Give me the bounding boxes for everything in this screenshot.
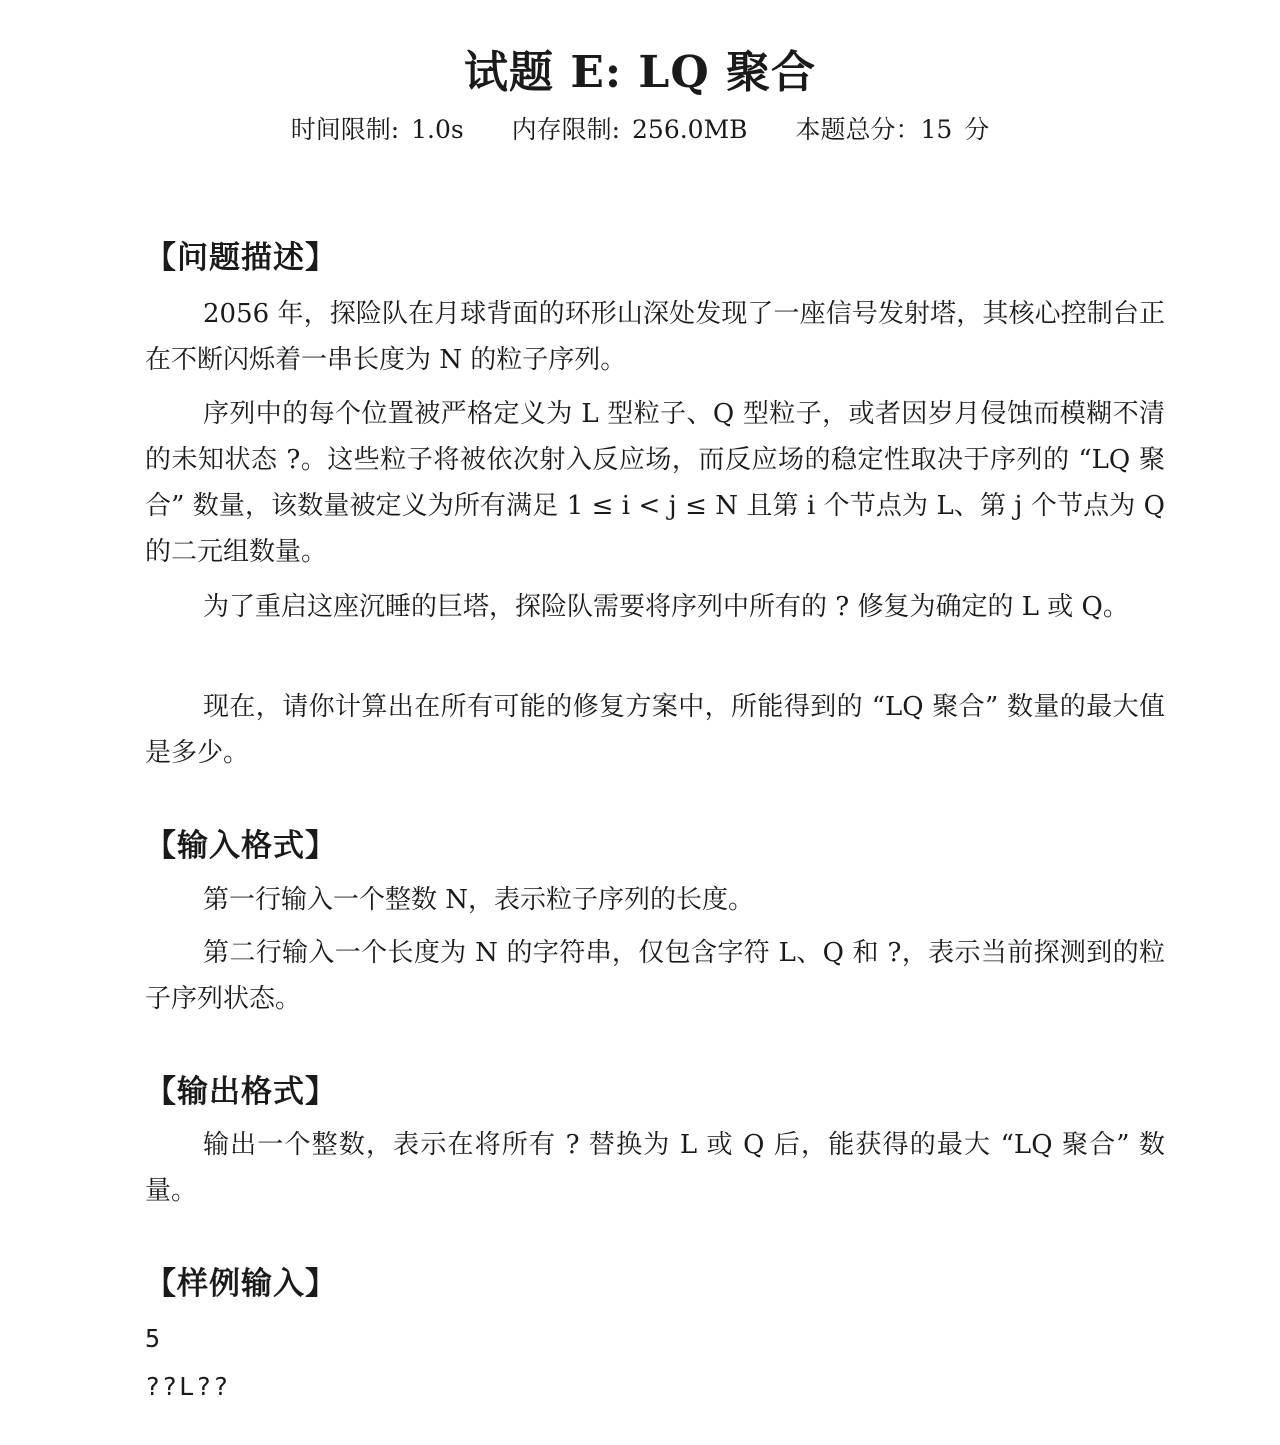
time-limit: 时间限制: 1.0s [290, 115, 464, 144]
output-format-heading: 【输出格式】 [145, 1074, 337, 1110]
problem-limits [0, 110, 1280, 146]
description-heading: 【问题描述】 [145, 240, 337, 276]
input-format-paragraph-2: 第二行输入一个长度为 N 的字符串，仅包含字符 L、Q 和 ?，表示当前探测到的粒子序列状态。 [145, 938, 1165, 1014]
problem-title: 试题 E: LQ 聚合 [464, 47, 816, 98]
sample-input-line-2: ??L?? [145, 1372, 231, 1401]
description-paragraph-2: 序列中的每个位置被严格定义为 L 型粒子、Q 型粒子，或者因岁月侵蚀而模糊不清的未知状态 ?。这些粒子将被依次射入反应场，而反应场的稳定性取决于序列的 “LQ 聚合” 数量，该数量被定义为所有满足 1 ≤ i < j ≤ N 且第 i 个节点为 L、第 j 个节点为 Q 的二元组数量。 [145, 399, 1165, 567]
input-format-heading: 【输入格式】 [145, 828, 337, 864]
description-paragraph-1: 2056 年，探险队在月球背面的环形山深处发现了一座信号发射塔，其核心控制台正在不断闪烁着一串长度为 N 的粒子序列。 [145, 299, 1165, 375]
description-paragraph-4: 现在，请你计算出在所有可能的修复方案中，所能得到的 “LQ 聚合” 数量的最大值是多少。 [145, 692, 1165, 768]
input-format-paragraph-1: 第一行输入一个整数 N，表示粒子序列的长度。 [203, 885, 755, 915]
output-format-paragraph-1: 输出一个整数，表示在将所有 ? 替换为 L 或 Q 后，能获得的最大 “LQ 聚合” 数量。 [145, 1130, 1165, 1206]
sample-input-line-1: 5 [145, 1324, 163, 1353]
description-paragraph-3: 为了重启这座沉睡的巨塔，探险队需要将序列中所有的 ? 修复为确定的 L 或 Q。 [203, 592, 1129, 622]
memory-limit: 内存限制: 256.0MB [511, 115, 748, 144]
sample-input-heading: 【样例输入】 [145, 1266, 337, 1302]
total-score: 本题总分：15 分 [795, 115, 990, 144]
